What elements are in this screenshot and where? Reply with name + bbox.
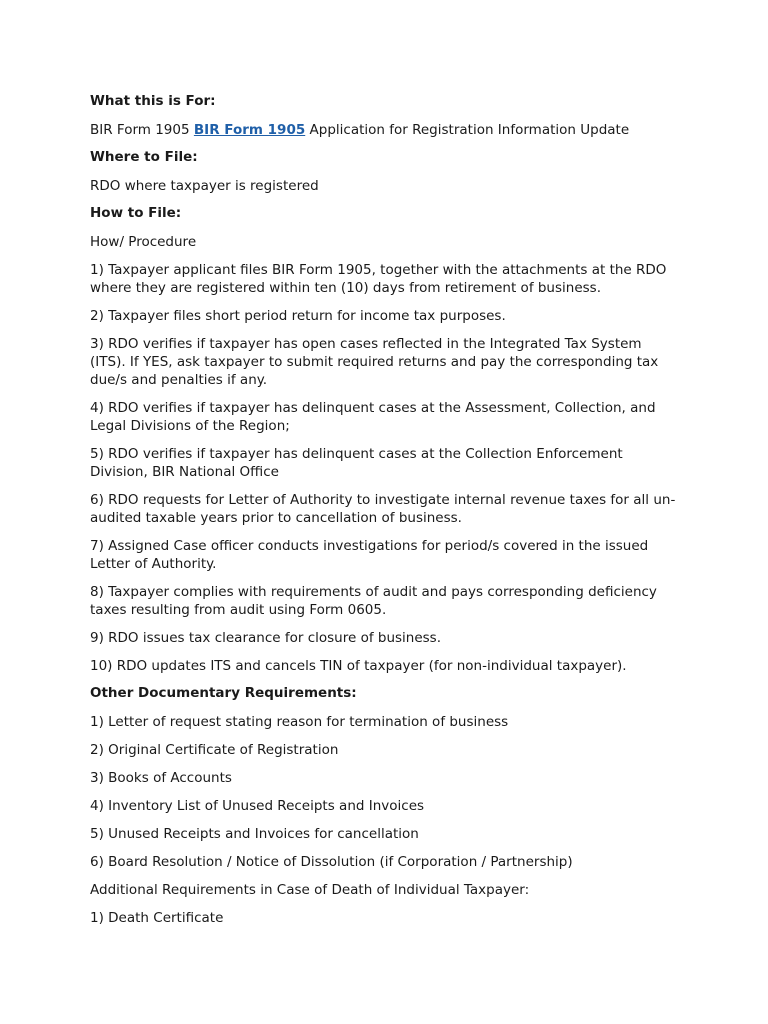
what-for-heading: What this is For: [90, 93, 216, 109]
list-item: 7) Assigned Case officer conducts investigations for period/s covered in the issued Letter of Authority. [90, 538, 649, 572]
bir-form-1905-link[interactable]: BIR Form 1905 [193, 122, 306, 138]
procedure-steps [90, 261, 678, 675]
procedure-intro: How/ Procedure [90, 234, 197, 250]
list-item: 4) RDO verifies if taxpayer has delinquent cases at the Assessment, Collection, and Legal Divisions of the Region; [90, 400, 656, 434]
additional-requirements-heading: Additional Requirements in Case of Death of Individual Taxpayer: [90, 882, 530, 898]
how-to-file-heading: How to File: [90, 205, 182, 221]
list-item: 8) Taxpayer complies with requirements of audit and pays corresponding deficiency taxes resulting from audit using Form 0605. [90, 584, 657, 618]
list-item: 6) Board Resolution / Notice of Dissolution (if Corporation / Partnership) [90, 854, 573, 870]
what-for-text [90, 121, 680, 139]
additional-requirements-list [90, 909, 678, 927]
list-item: 2) Original Certificate of Registration [90, 742, 339, 758]
requirements-list [90, 713, 678, 871]
list-item: 2) Taxpayer files short period return for income tax purposes. [90, 308, 506, 324]
form-description: Application for Registration Information Update [309, 122, 630, 138]
list-item: 1) Letter of request stating reason for termination of business [90, 714, 509, 730]
form-name-prefix: BIR Form 1905 [90, 122, 190, 138]
list-item: 6) RDO requests for Letter of Authority to investigate internal revenue taxes for all un-audited taxable years prior to cancellation of business. [90, 492, 676, 526]
list-item: 5) Unused Receipts and Invoices for cancellation [90, 826, 419, 842]
list-item: 3) Books of Accounts [90, 770, 232, 786]
list-item: 1) Taxpayer applicant files BIR Form 1905, together with the attachments at the RDO where they are registered within ten (10) days from retirement of business. [90, 262, 667, 296]
list-item: 10) RDO updates ITS and cancels TIN of taxpayer (for non-individual taxpayer). [90, 658, 627, 674]
list-item: 9) RDO issues tax clearance for closure of business. [90, 630, 441, 646]
list-item: 4) Inventory List of Unused Receipts and Invoices [90, 798, 425, 814]
list-item: 1) Death Certificate [90, 910, 224, 926]
other-requirements-heading: Other Documentary Requirements: [90, 685, 357, 701]
where-to-file-text: RDO where taxpayer is registered [90, 178, 319, 194]
where-to-file-heading: Where to File: [90, 149, 198, 165]
list-item: 5) RDO verifies if taxpayer has delinquent cases at the Collection Enforcement Division, BIR National Office [90, 446, 623, 480]
list-item: 3) RDO verifies if taxpayer has open cases reflected in the Integrated Tax System (ITS). If YES, ask taxpayer to submit required returns and pay the corresponding tax due/s and penalties if any. [90, 336, 659, 388]
